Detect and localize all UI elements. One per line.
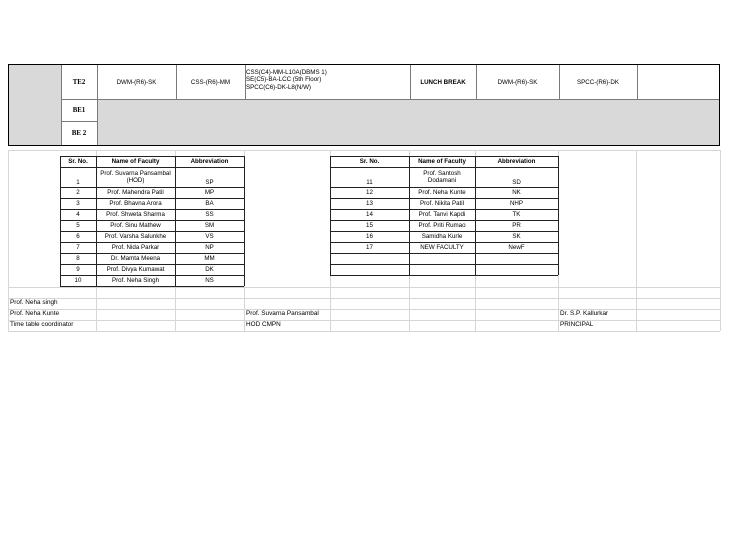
te2-slot-6: SPCC-(R6)-DK (577, 78, 619, 86)
signatory-hod: Prof. Suvarna Pansambal (246, 310, 319, 317)
table-row-cell: SM (204, 222, 215, 229)
te2-slot-3-line1: CSS(C4)-MM-L10A(DBMS 1) (246, 69, 327, 76)
signatory-role-principal: PRINCIPAL (560, 321, 594, 328)
table-row-cell: NEW FACULTY (420, 244, 464, 251)
signatory-principal: Dr. S.P. Kallurkar (560, 310, 609, 317)
table-row-cell: 10 (74, 277, 82, 284)
table-row-cell: Dr. Mamta Meena (110, 255, 161, 262)
table-row-cell: NS (205, 277, 214, 284)
table-row-cell: 8 (76, 255, 80, 262)
te2-slot-5: DWM-(R6)-SK (497, 78, 538, 86)
table-row-cell: 7 (76, 244, 80, 251)
table-row-cell: NK (512, 189, 521, 196)
left-header-srno: Sr. No. (68, 158, 88, 165)
right-header-srno: Sr. No. (359, 158, 380, 165)
table-row-cell: MP (204, 189, 215, 196)
table-row-cell: Prof. Mahendra Patil (107, 189, 164, 196)
table-row-cell: Prof. Santosh Dodamani (423, 170, 461, 184)
be1-label: BE1 (72, 106, 86, 114)
table-row-cell: 15 (366, 222, 373, 229)
signatory-role-coordinator: Time table coordinator (10, 321, 74, 328)
table-row-cell: VS (205, 233, 214, 240)
table-row-cell: Prof. Bhavna Arora (109, 200, 162, 207)
right-header-name: Name of Faculty (418, 158, 466, 165)
table-row-cell: SS (205, 211, 214, 218)
table-row-cell: TK (512, 211, 521, 218)
te2-slot-3-line3: SPCC(C6)-DK-L8(N/W) (246, 83, 311, 91)
table-row-cell: 6 (76, 233, 80, 240)
table-row-cell: Prof. Neha Kunte (418, 189, 466, 196)
te2-slot-3 (246, 69, 406, 91)
table-row-cell: 5 (76, 222, 80, 229)
te2-slot-2: CSS-(R6)-MM (190, 78, 231, 86)
table-row-cell: BA (205, 200, 214, 207)
table-row-cell: 2 (76, 189, 80, 196)
te2-slot-1: DWM-(R6)-SK (116, 78, 157, 86)
be2-label: BE 2 (71, 128, 87, 137)
table-row-cell: NP (205, 244, 214, 251)
te2-label: TE2 (72, 78, 86, 86)
signatory-role-hod: HOD CMPN (246, 321, 281, 328)
lunch-break: LUNCH BREAK (420, 78, 466, 86)
table-row-cell: Prof. Neha Singh (111, 277, 160, 284)
table-row-cell: MM (204, 255, 215, 262)
table-row-cell: SD (512, 178, 521, 186)
left-header-abbr: Abbreviation (190, 158, 229, 165)
table-row-cell: Prof. Suvarna Pansambal (HOD) (100, 170, 171, 184)
table-row-cell: 12 (366, 189, 373, 196)
table-row-cell: 4 (76, 211, 80, 218)
table-row-cell: DK (205, 266, 214, 273)
table-row-cell: Prof. Sinu Mathew (110, 222, 161, 229)
signatory-neha-singh: Prof. Neha singh (10, 299, 58, 306)
table-row-cell: 13 (366, 200, 373, 207)
table-row-cell: 14 (366, 211, 373, 218)
table-row-cell: Prof. Divya Kumawat (106, 266, 165, 273)
table-row-cell: Prof. Priti Rumao (418, 222, 466, 229)
signatory-neha-kunte: Prof. Neha Kunte (10, 310, 60, 317)
table-row-cell: 9 (76, 266, 80, 273)
table-row-cell: Prof. Shweta Sharma (106, 211, 165, 218)
table-row-cell: Samidha Kurle (421, 233, 463, 240)
timetable-block (8, 64, 720, 146)
left-header-name: Name of Faculty (111, 158, 160, 165)
table-row-cell: NewF (508, 244, 525, 251)
table-row-cell: Prof. Nida Parkar (111, 244, 160, 251)
table-row-cell: Prof. Tanvi Kapdi (418, 211, 466, 218)
table-row-cell: 17 (366, 244, 373, 251)
table-row-cell: NHP (509, 200, 524, 207)
table-row-cell: Prof. Nikita Patil (419, 200, 464, 207)
table-row-cell: 16 (366, 233, 373, 240)
table-row-cell: SK (512, 233, 521, 240)
table-row-cell: 1 (76, 178, 80, 186)
table-row-cell: 3 (76, 200, 80, 207)
te2-slot-3-line2: SE(C5)-BA-LCC (5th Floor) (246, 76, 322, 84)
right-header-abbr: Abbreviation (497, 158, 536, 165)
table-row-cell: 11 (366, 178, 373, 186)
table-row-cell: SP (205, 178, 214, 186)
table-row-cell: PR (512, 222, 521, 229)
table-row-cell: Prof. Varsha Salunkhe (104, 233, 167, 240)
